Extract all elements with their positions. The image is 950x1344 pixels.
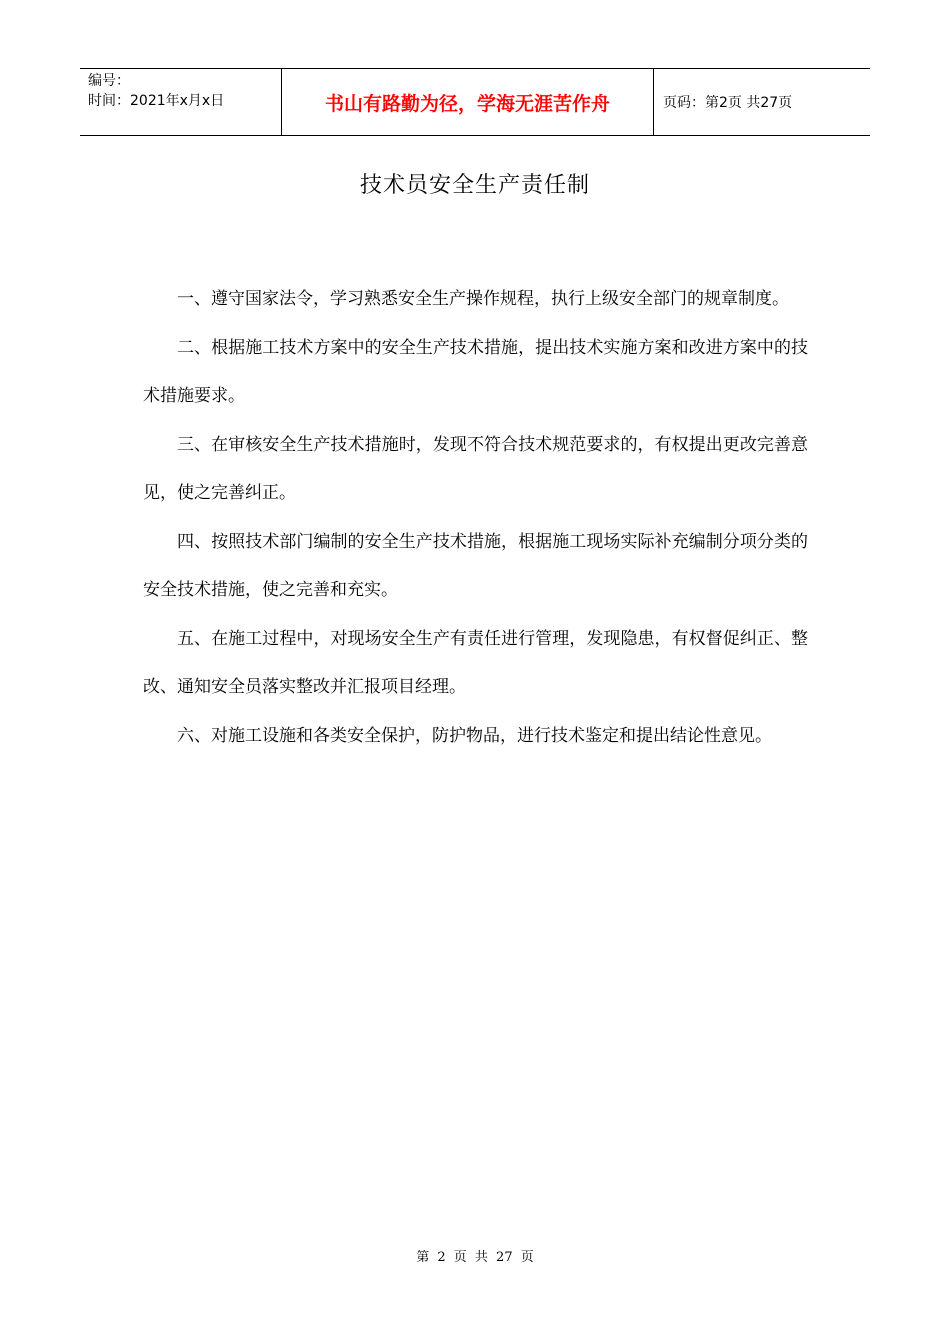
header-page-cell bbox=[654, 69, 870, 135]
document-title: 技术员安全生产责任制 bbox=[359, 173, 590, 198]
paragraph: 四、按照技术部门编制的安全生产技术措施，根据施工现场实际补充编制分项分类的安全技术措施，使之完善和充实。 bbox=[143, 531, 808, 600]
page-footer: 第 2 页 共 27 页 bbox=[416, 1250, 534, 1265]
header-motto: 书山有路勤为径，学海无涯苦作舟 bbox=[324, 92, 610, 115]
paragraph: 二、根据施工技术方案中的安全生产技术措施，提出技术实施方案和改进方案中的技术措施要求。 bbox=[143, 337, 808, 406]
paragraph: 五、在施工过程中，对现场安全生产有责任进行管理，发现隐患，有权督促纠正、整改、通知安全员落实整改并汇报项目经理。 bbox=[143, 628, 808, 697]
paragraph: 六、对施工设施和各类安全保护，防护物品，进行技术鉴定和提出结论性意见。 bbox=[177, 725, 772, 746]
document-date-label: 时间：2021年x月x日 bbox=[88, 93, 225, 109]
document-body bbox=[143, 275, 808, 760]
paragraph: 三、在审核安全生产技术措施时，发现不符合技术规范要求的，有权提出更改完善意见，使之完善纠正。 bbox=[143, 434, 808, 503]
header-motto-cell bbox=[281, 69, 654, 135]
page-header bbox=[80, 68, 870, 136]
document-number-label: 编号： bbox=[88, 73, 130, 89]
paragraph: 一、遵守国家法令，学习熟悉安全生产操作规程，执行上级安全部门的规章制度。 bbox=[177, 289, 789, 309]
header-meta-cell bbox=[80, 69, 281, 135]
header-page-info: 页码：第2页 共27页 bbox=[663, 95, 793, 111]
